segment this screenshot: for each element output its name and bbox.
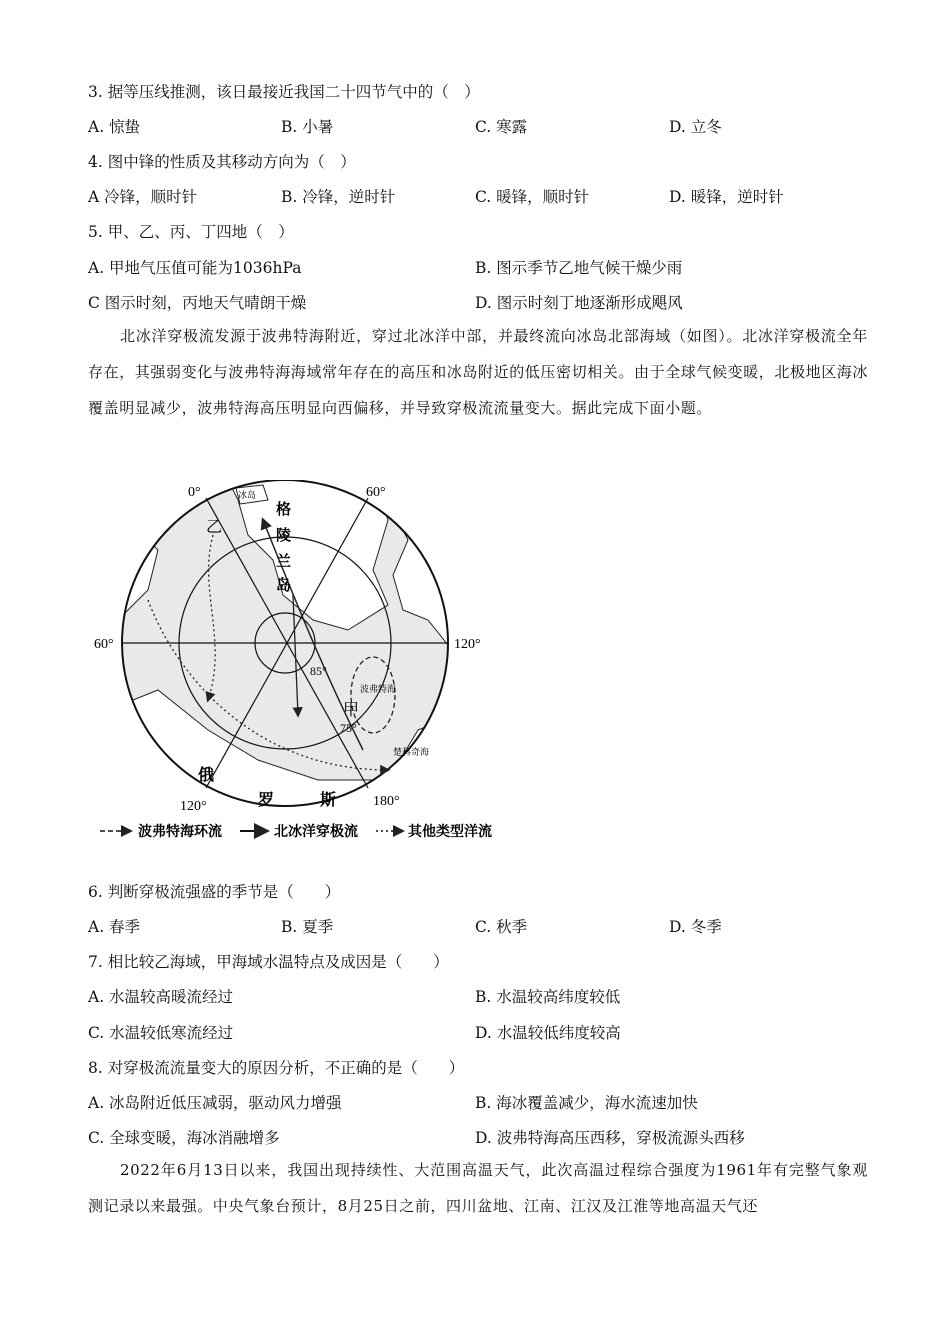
question-4-option-d: D. 暖锋，逆时针 xyxy=(669,188,784,206)
question-6-stem: 6. 判断穿极流强盛的季节是（ ） xyxy=(88,883,341,901)
question-8-option-c: C. 全球变暖，海冰消融增多 xyxy=(88,1129,280,1147)
question-5-option-d: D. 图示时刻丁地逐渐形成飓风 xyxy=(475,294,683,312)
arctic-map-figure xyxy=(88,480,528,850)
lon-label-0: 0° xyxy=(188,485,201,500)
question-7-option-d: D. 水温较低纬度较高 xyxy=(475,1024,621,1042)
lon-label-120-right: 120° xyxy=(454,637,481,652)
question-7-option-a: A. 水温较高暖流经过 xyxy=(88,988,234,1006)
question-4-option-c: C. 暖锋，顺时针 xyxy=(475,188,590,206)
question-5-option-a: A. 甲地气压值可能为1036hPa xyxy=(88,259,302,277)
question-8-option-a: A. 冰岛附近低压减弱，驱动风力增强 xyxy=(88,1094,342,1112)
question-5-stem: 5. 甲、乙、丙、丁四地（ ） xyxy=(88,223,294,241)
place-beaufort-sea: 波弗特海 xyxy=(360,685,397,695)
question-5-option-c: C 图示时刻，丙地天气晴朗干燥 xyxy=(88,294,307,312)
question-8-option-b: B. 海冰覆盖减少，海水流速加快 xyxy=(475,1094,698,1112)
question-6-option-d: D. 冬季 xyxy=(669,918,722,936)
arctic-map xyxy=(88,480,528,850)
question-8-stem: 8. 对穿极流流量变大的原因分析，不正确的是（ ） xyxy=(88,1059,465,1077)
question-3-option-c: C. 寒露 xyxy=(475,118,528,136)
question-3-option-d: D. 立冬 xyxy=(669,118,722,136)
lat-label-75: 75° xyxy=(340,721,357,735)
passage-arctic-current: 北冰洋穿极流发源于波弗特海附近，穿过北冰洋中部，并最终流向冰岛北部海域（如图）。北冰洋穿极流全年存在，其强弱变化与波弗特海海域常年存在的高压和冰岛附近的低压密切相关。由于全球气候变暖，北极地区海冰覆盖明显减少，波弗特海高压明显向西偏移，并导致穿极流流量变大。据此完成下面小题。 xyxy=(88,327,869,417)
lon-label-120-bottom: 120° xyxy=(180,799,207,814)
legend-other-currents: 其他类型洋流 xyxy=(408,824,492,840)
place-yi: 乙 xyxy=(206,517,223,536)
question-6-option-c: C. 秋季 xyxy=(475,918,528,936)
map-legend xyxy=(100,823,492,840)
question-3-stem: 3. 据等压线推测，该日最接近我国二十四节气中的（ ） xyxy=(88,83,480,101)
place-greenland-1: 格 xyxy=(276,500,292,518)
question-8-option-d: D. 波弗特海高压西移，穿极流源头西移 xyxy=(475,1129,745,1147)
place-jia: 甲 xyxy=(343,700,360,719)
legend-beaufort-gyre: 波弗特海环流 xyxy=(138,824,222,840)
lat-label-85: 85° xyxy=(310,664,327,678)
question-6-option-a: A. 春季 xyxy=(88,918,141,936)
place-greenland-2: 陵 xyxy=(276,526,292,544)
question-4-option-a: A 冷锋，顺时针 xyxy=(88,188,198,206)
question-3-option-a: A. 惊蛰 xyxy=(88,118,141,136)
lon-label-60-top: 60° xyxy=(366,485,386,500)
question-7-option-c: C. 水温较低寒流经过 xyxy=(88,1024,234,1042)
place-greenland-4: 岛 xyxy=(276,576,292,594)
question-3-option-b: B. 小暑 xyxy=(281,118,334,136)
question-4-stem: 4. 图中锋的性质及其移动方向为（ ） xyxy=(88,153,356,171)
legend-transpolar: 北冰洋穿极流 xyxy=(274,824,358,840)
question-7-option-b: B. 水温较高纬度较低 xyxy=(475,988,621,1006)
question-7-stem: 7. 相比较乙海域，甲海域水温特点及成因是（ ） xyxy=(88,953,449,971)
place-russia-2: 罗 xyxy=(258,790,275,809)
place-greenland-3: 兰 xyxy=(276,552,292,570)
question-6-option-b: B. 夏季 xyxy=(281,918,334,936)
lon-label-60-left: 60° xyxy=(94,637,114,652)
place-iceland: 冰岛 xyxy=(238,491,257,501)
place-chukchi-sea: 楚科奇海 xyxy=(393,748,430,758)
lon-label-180: 180° xyxy=(373,794,400,809)
place-russia-1: 俄 xyxy=(198,765,215,784)
question-4-option-b: B. 冷锋，逆时针 xyxy=(281,188,396,206)
passage-heatwave: 2022年6月13日以来，我国出现持续性、大范围高温天气，此次高温过程综合强度为1961年有完整气象观测记录以来最强。中央气象台预计，8月25日之前，四川盆地、江南、江汉及江淮等地高温天气还 xyxy=(88,1161,868,1215)
question-5-option-b: B. 图示季节乙地气候干燥少雨 xyxy=(475,259,683,277)
place-russia-3: 斯 xyxy=(320,790,337,809)
